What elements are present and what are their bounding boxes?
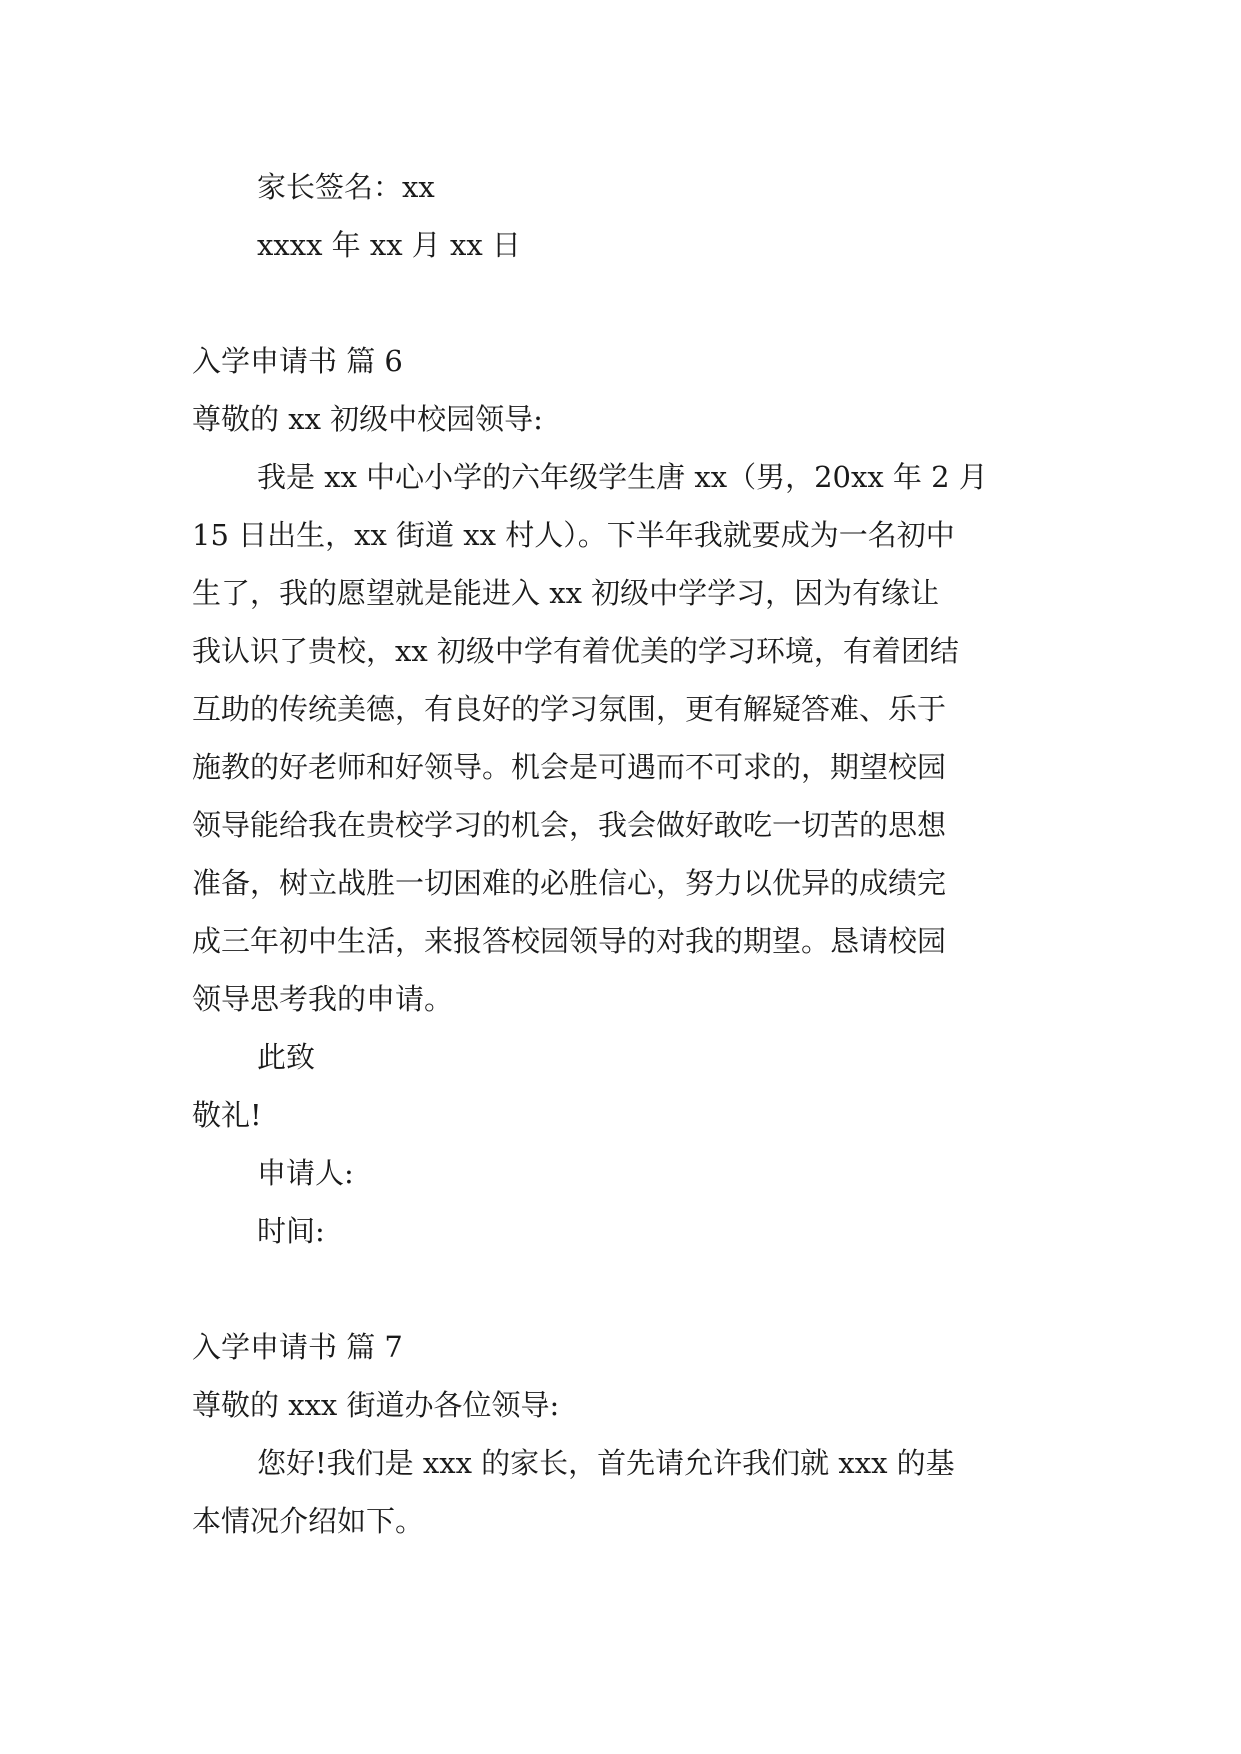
body-line: 我认识了贵校，xx 初级中学有着优美的学习环境，有着团结 (192, 634, 959, 668)
body-line: 15 日出生，xx 街道 xx 村人）。下半年我就要成为一名初中 (192, 518, 955, 552)
applicant-label: 申请人: (257, 1156, 354, 1190)
closing-phrase: 此致 (257, 1040, 316, 1074)
body-line: 准备，树立战胜一切困难的必胜信心，努力以优异的成绩完 (192, 866, 947, 900)
body-line: 您好!我们是 xxx 的家长，首先请允许我们就 xxx 的基 (257, 1446, 955, 1480)
parent-signature: 家长签名：xx (257, 170, 435, 204)
body-line: 我是 xx 中心小学的六年级学生唐 xx（男，20xx 年 2 月 (257, 460, 988, 494)
body-line: 本情况介绍如下。 (192, 1504, 425, 1538)
body-line: 领导能给我在贵校学习的机会，我会做好敢吃一切苦的思想 (192, 808, 947, 842)
body-line: 互助的传统美德，有良好的学习氛围，更有解疑答难、乐于 (192, 692, 947, 726)
body-line: 成三年初中生活，来报答校园领导的对我的期望。恳请校园 (192, 924, 947, 958)
section-6-title: 入学申请书 篇 6 (192, 344, 403, 378)
section-7-salutation: 尊敬的 xxx 街道办各位领导: (192, 1388, 560, 1422)
signature-date: xxxx 年 xx 月 xx 日 (257, 228, 521, 262)
body-line: 施教的好老师和好领导。机会是可遇而不可求的，期望校园 (192, 750, 947, 784)
body-line: 生了，我的愿望就是能进入 xx 初级中学学习，因为有缘让 (192, 576, 940, 610)
time-label: 时间: (257, 1214, 325, 1248)
regards: 敬礼! (192, 1098, 262, 1132)
section-6-salutation: 尊敬的 xx 初级中校园领导: (192, 402, 543, 436)
body-line: 领导思考我的申请。 (192, 982, 454, 1016)
section-7-title: 入学申请书 篇 7 (192, 1330, 403, 1364)
